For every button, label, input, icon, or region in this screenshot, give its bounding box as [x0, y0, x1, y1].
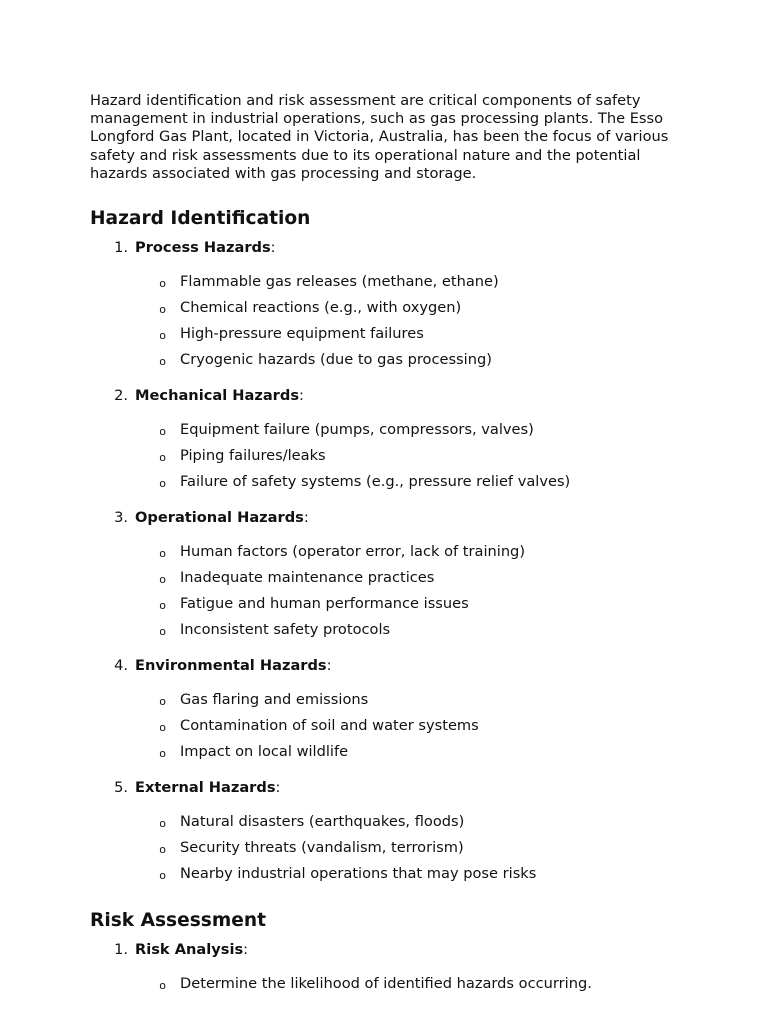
item-heading-label: Risk Analysis: [135, 941, 244, 959]
list-item: [90, 325, 690, 347]
list-item-text: Nearby industrial operations that may pose risks: [180, 865, 537, 883]
circle-bullet-icon: o: [159, 695, 166, 709]
list-item: [90, 543, 690, 565]
item-heading-colon: :: [326, 657, 332, 675]
circle-bullet-icon: o: [159, 303, 166, 317]
item-heading-label: Operational Hazards: [135, 509, 304, 527]
list-item-text: Cryogenic hazards (due to gas processing): [180, 351, 492, 369]
circle-bullet-icon: o: [159, 547, 166, 561]
list-item: [90, 691, 690, 713]
list-item: [90, 975, 690, 997]
list-item-text: Determine the likelihood of identified hazards occurring.: [180, 975, 592, 993]
item-heading-colon: :: [303, 509, 309, 527]
list-item: [90, 447, 690, 469]
list-item-text: Equipment failure (pumps, compressors, valves): [180, 421, 534, 439]
circle-bullet-icon: o: [159, 277, 166, 291]
circle-bullet-icon: o: [159, 979, 166, 993]
circle-bullet-icon: o: [159, 329, 166, 343]
list-item-text: High-pressure equipment failures: [180, 325, 424, 343]
sub-bullet-list: [90, 421, 690, 495]
circle-bullet-icon: o: [159, 747, 166, 761]
circle-bullet-icon: o: [159, 843, 166, 857]
sub-bullet-list: [90, 691, 690, 765]
item-heading: [135, 239, 276, 257]
item-heading-label: Environmental Hazards: [135, 657, 327, 675]
item-heading-colon: :: [270, 239, 276, 257]
list-item: [90, 473, 690, 495]
numbered-item: [90, 779, 690, 797]
item-heading: [135, 387, 304, 405]
item-number-text: 4.: [114, 657, 128, 675]
item-heading: [135, 657, 332, 675]
list-item-text: Security threats (vandalism, terrorism): [180, 839, 464, 857]
sub-bullet-list: [90, 975, 690, 997]
hazard-identification-heading: Hazard Identification: [90, 208, 311, 230]
item-heading: [135, 509, 309, 527]
numbered-item: [90, 387, 690, 405]
circle-bullet-icon: o: [159, 599, 166, 613]
list-item-text: Failure of safety systems (e.g., pressure relief valves): [180, 473, 571, 491]
item-heading-colon: :: [243, 941, 249, 959]
circle-bullet-icon: o: [159, 869, 166, 883]
item-heading-label: Mechanical Hazards: [135, 387, 300, 405]
list-item: [90, 865, 690, 887]
list-item-text: Gas flaring and emissions: [180, 691, 369, 709]
list-item: [90, 621, 690, 643]
circle-bullet-icon: o: [159, 721, 166, 735]
item-heading-label: External Hazards: [135, 779, 276, 797]
list-item: [90, 569, 690, 591]
sub-bullet-list: [90, 813, 690, 887]
circle-bullet-icon: o: [159, 451, 166, 465]
list-item: [90, 717, 690, 739]
circle-bullet-icon: o: [159, 355, 166, 369]
numbered-item: [90, 239, 690, 257]
item-number-text: 1.: [114, 239, 128, 257]
intro-paragraph: Hazard identification and risk assessment are critical components of safety management in industrial operations, such as gas processing plants. The Esso Longford Gas Plant, located in Victoria, Australia, has been the focus of various safety and risk assessments due to its operational nature and the potential hazards associated with gas processing and storage.: [90, 92, 669, 182]
list-item-text: Impact on local wildlife: [180, 743, 349, 761]
item-heading: [135, 941, 248, 959]
list-item-text: Human factors (operator error, lack of training): [180, 543, 526, 561]
list-item: [90, 351, 690, 373]
risk-list: [90, 941, 690, 997]
list-item: [90, 743, 690, 765]
list-item: [90, 421, 690, 443]
circle-bullet-icon: o: [159, 625, 166, 639]
item-heading-colon: :: [299, 387, 304, 405]
sub-bullet-list: [90, 543, 690, 643]
circle-bullet-icon: o: [159, 425, 166, 439]
sub-bullet-list: [90, 273, 690, 373]
list-item: [90, 595, 690, 617]
item-number-text: 5.: [114, 779, 128, 797]
item-number-text: 2.: [114, 387, 128, 405]
numbered-item: [90, 941, 690, 959]
item-number: [90, 239, 135, 257]
list-item-text: Natural disasters (earthquakes, floods): [180, 813, 465, 831]
list-item: [90, 813, 690, 835]
item-heading-label: Process Hazards: [135, 239, 271, 257]
numbered-item: [90, 657, 690, 675]
circle-bullet-icon: o: [159, 477, 166, 491]
numbered-item: [90, 509, 690, 527]
circle-bullet-icon: o: [159, 817, 166, 831]
list-item-text: Inadequate maintenance practices: [180, 569, 435, 587]
item-number-text: 1.: [114, 941, 128, 959]
list-item-text: Piping failures/leaks: [180, 447, 326, 465]
item-heading: [135, 779, 280, 797]
item-number: [90, 387, 135, 405]
circle-bullet-icon: o: [159, 573, 166, 587]
list-item-text: Contamination of soil and water systems: [180, 717, 479, 735]
item-number: [90, 509, 135, 527]
item-number: [90, 779, 135, 797]
list-item-text: Inconsistent safety protocols: [180, 621, 391, 639]
list-item-text: Fatigue and human performance issues: [180, 595, 469, 613]
list-item-text: Flammable gas releases (methane, ethane): [180, 273, 499, 291]
list-item: [90, 839, 690, 861]
list-item: [90, 273, 690, 295]
risk-assessment-heading: Risk Assessment: [90, 910, 266, 932]
item-heading-colon: :: [275, 779, 281, 797]
document-page: [90, 92, 690, 997]
list-item: [90, 299, 690, 321]
hazard-list: [90, 239, 690, 887]
item-number: [90, 941, 135, 959]
item-number: [90, 657, 135, 675]
list-item-text: Chemical reactions (e.g., with oxygen): [180, 299, 462, 317]
item-number-text: 3.: [114, 509, 128, 527]
